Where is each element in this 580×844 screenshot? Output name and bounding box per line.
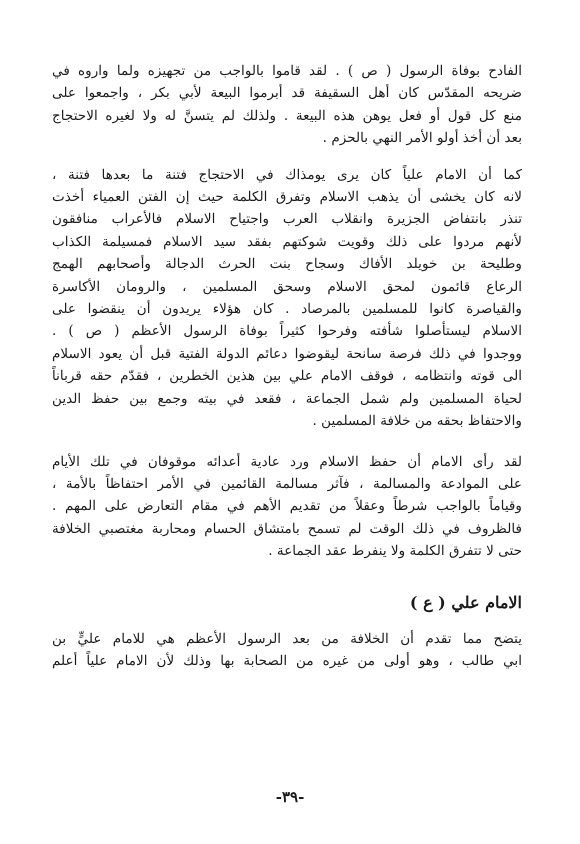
text-line: حتى لا تتفرق الكلمة ولا ينفرط عقد الجماعة . [268, 543, 522, 560]
text-line: ضريحه المقدّس كان أهل السقيفة قد أبرموا البيعة لأبي بكر ، واجمعوا على [52, 85, 522, 102]
text-line: تنذر بانتفاض الجزيرة وانقلاب العرب واجتياح الاسلام فالأعراب منافقون [52, 211, 522, 228]
text-line: فالظروف في ذلك الوقت لم تسمح بامتشاق الحسام ومحاربة مغتصبي الخلافة [52, 520, 522, 537]
section-heading: الامام علي ( ع ) [409, 592, 522, 612]
paragraph-4 [52, 628, 522, 673]
text-line: الفادح بوفاة الرسول ( ص ) . لقد قاموا بالواجب من تجهيزه ولما واروه في [52, 63, 522, 79]
text-line: كما أن الامام علياً كان يرى يومذاك في الاحتجاج فتنة ما بعدها فتنة ، [52, 166, 522, 183]
paragraph-3 [52, 451, 522, 563]
text-line: ووجدوا في ذلك فرصة سانحة ليقوضوا دعائم الدولة الفتية قبل أن يعود الاسلام [52, 345, 522, 362]
text-line: لحياة المسلمين ولم شمل الجماعة ، فقعد في بيته وجمع بين حفظ الدين [52, 390, 522, 407]
text-line: والقياصرة كانوا للمسلمين بالمرصاد . كان هؤلاء يريدون أن ينقضوا على [52, 301, 522, 318]
text-line: الاسلام ليستأصلوا شأفته وفرحوا كثيراً بوفاة الرسول الأعظم ( ص ) . [52, 323, 522, 340]
text-line: ابي طالب ، وهو أولى من غيره من الصحابة بها وذلك لأن الامام علياً أعلم [52, 652, 522, 669]
text-line: على الموادعة والمسالمة ، فآثر مسالمة القائمين في الأمر احتفاظاً بالأمة ، [52, 475, 522, 492]
text-line: الى قوته وانتظامه ، فوقف الامام علي بين هذين الخطرين ، فقدّم حقه قرباناً [52, 368, 522, 385]
text-line: وقياماً بالواجب شرطاً وعقلاً من تقديم الأهم في مقام التعارض على المهم . [52, 498, 522, 515]
text-line: لأنهم مردوا على ذلك وقويت شوكتهم بفقد سيد الاسلام فمسيلمة الكذاب [52, 233, 522, 250]
text-line: وطليحة بن خويلد الأفاك وسجاح بنت الحرث الدجالة وأصحابهم الهمج [52, 256, 522, 273]
text-line: لانه كان يخشى أن يذهب الاسلام وتفرق الكلمة حيث إن الفتن العمياء أخذت [52, 189, 522, 206]
text-line: الرعاع قائمون لمحق الاسلام وسحق المسلمين ، والرومان الأكاسرة [52, 278, 522, 295]
text-line: لقد رأى الامام أن حفظ الاسلام ورد عادية أعدائه موقوفان في تلك الأيام [52, 453, 522, 470]
text-line: يتضح مما تقدم أن الخلافة من بعد الرسول الأعظم هي للامام عليٍّ بن [52, 630, 522, 647]
paragraph-1 [52, 60, 522, 150]
paragraph-2 [52, 164, 522, 433]
text-line: بعد أن أخذ أولو الأمر النهي بالحزم . [322, 130, 522, 147]
text-line: منع كل قول أو فعل يوهن هذه البيعة . ولذلك لم يتسنَّ له ولا لغيره الاحتجاج [52, 107, 522, 124]
book-page [52, 60, 522, 672]
text-line: والاحتفاظ بحقه من خلافة المسلمين . [312, 413, 522, 430]
page-number: -٣٩- [275, 788, 305, 806]
